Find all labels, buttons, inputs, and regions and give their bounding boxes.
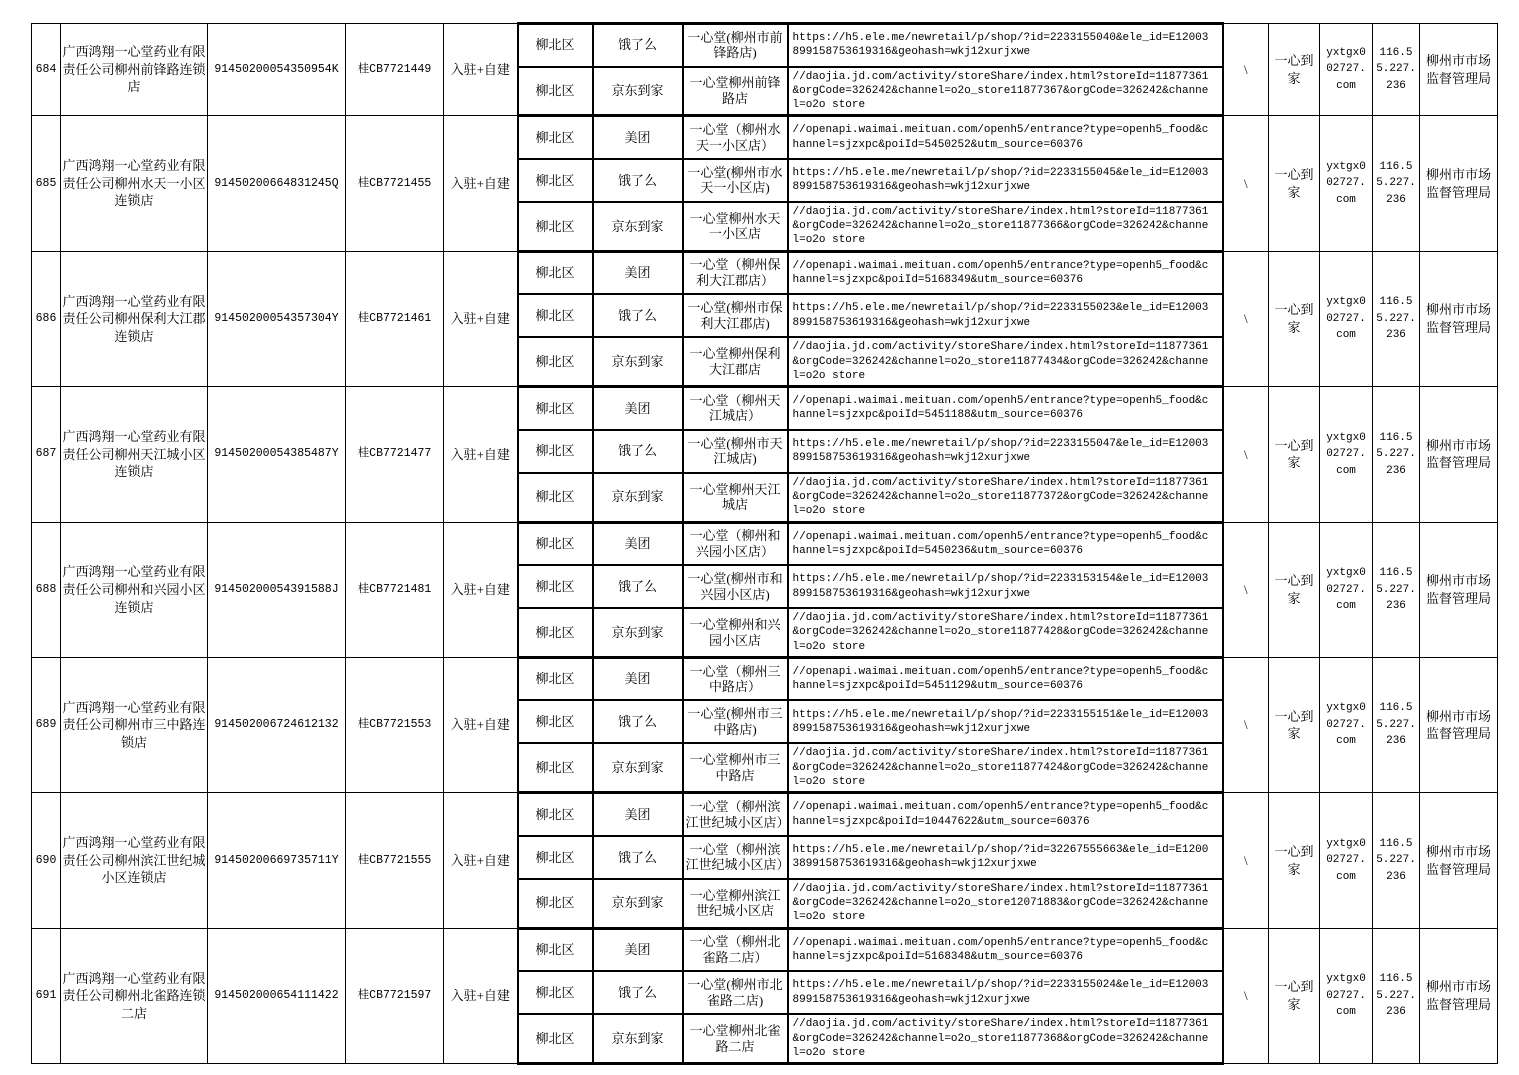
store-name-cell: 一心堂(柳州市和兴园小区店) xyxy=(683,565,788,608)
brand-cell: 一心到家 xyxy=(1269,657,1320,792)
store-url-cell: //openapi.waimai.meituan.com/openh5/entrance?type=openh5_food&channel=sjzxpc&poiId=5168348&utm_source=60376 xyxy=(788,928,1223,971)
regulator-cell: 柳州市市场监督管理局 xyxy=(1420,24,1498,116)
store-url-cell: //daojia.jd.com/activity/storeShare/index.html?storeId=11877361&orgCode=326242&channel=o2o_store11877372&orgCode=326242&channel=o2o store xyxy=(788,473,1223,522)
entry-type-cell: 入驻+自建 xyxy=(444,522,518,657)
license-cell: 桂CB7721553 xyxy=(346,657,444,792)
company-row-group xyxy=(32,251,1498,386)
district-cell: 柳北区 xyxy=(518,879,593,928)
domain-cell: yxtgx002727.com xyxy=(1320,928,1373,1063)
platform-row xyxy=(32,251,1498,294)
regulator-cell: 柳州市市场监督管理局 xyxy=(1420,116,1498,251)
ip-cell: 116.55.227.236 xyxy=(1373,928,1420,1063)
credit-code-cell: 91450200664831245Q xyxy=(208,116,346,251)
store-name-cell: 一心堂(柳州市北雀路二店) xyxy=(683,971,788,1014)
slash-cell: \ xyxy=(1223,793,1269,928)
platform-cell: 京东到家 xyxy=(593,473,683,522)
store-url-cell: //daojia.jd.com/activity/storeShare/index.html?storeId=11877361&orgCode=326242&channel=o2o_store12071883&orgCode=326242&channel=o2o store xyxy=(788,879,1223,928)
store-name-cell: 一心堂柳州天江城店 xyxy=(683,473,788,522)
platform-cell: 京东到家 xyxy=(593,1014,683,1063)
ip-cell: 116.55.227.236 xyxy=(1373,251,1420,386)
platform-cell: 饿了么 xyxy=(593,700,683,743)
store-name-cell: 一心堂柳州和兴园小区店 xyxy=(683,608,788,657)
company-row-group xyxy=(32,387,1498,522)
brand-cell: 一心到家 xyxy=(1269,251,1320,386)
district-cell: 柳北区 xyxy=(518,928,593,971)
district-cell: 柳北区 xyxy=(518,743,593,792)
store-url-cell: //daojia.jd.com/activity/storeShare/index.html?storeId=11877361&orgCode=326242&channel=o2o_store11877368&orgCode=326242&channel=o2o store xyxy=(788,1014,1223,1063)
store-name-cell: 一心堂柳州滨江世纪城小区店 xyxy=(683,879,788,928)
regulator-cell: 柳州市市场监督管理局 xyxy=(1420,251,1498,386)
ip-cell: 116.55.227.236 xyxy=(1373,387,1420,522)
platform-row xyxy=(32,793,1498,836)
platform-cell: 美团 xyxy=(593,657,683,700)
store-table xyxy=(31,22,1498,1065)
store-name-cell: 一心堂（柳州北雀路二店） xyxy=(683,928,788,971)
store-name-cell: 一心堂（柳州三中路店） xyxy=(683,657,788,700)
slash-cell: \ xyxy=(1223,24,1269,116)
license-cell: 桂CB7721455 xyxy=(346,116,444,251)
platform-cell: 饿了么 xyxy=(593,836,683,879)
store-name-cell: 一心堂（柳州滨江世纪城小区店） xyxy=(683,793,788,836)
domain-cell: yxtgx002727.com xyxy=(1320,387,1373,522)
entry-type-cell: 入驻+自建 xyxy=(444,24,518,116)
license-cell: 桂CB7721555 xyxy=(346,793,444,928)
regulator-cell: 柳州市市场监督管理局 xyxy=(1420,928,1498,1063)
district-cell: 柳北区 xyxy=(518,971,593,1014)
district-cell: 柳北区 xyxy=(518,657,593,700)
platform-row xyxy=(32,928,1498,971)
license-cell: 桂CB7721597 xyxy=(346,928,444,1063)
store-name-cell: 一心堂（柳州保利大江郡店） xyxy=(683,251,788,294)
platform-cell: 美团 xyxy=(593,387,683,430)
row-number-cell: 684 xyxy=(32,24,61,116)
platform-cell: 美团 xyxy=(593,522,683,565)
store-url-cell: //openapi.waimai.meituan.com/openh5/entrance?type=openh5_food&channel=sjzxpc&poiId=5451129&utm_source=60376 xyxy=(788,657,1223,700)
regulator-cell: 柳州市市场监督管理局 xyxy=(1420,522,1498,657)
platform-cell: 饿了么 xyxy=(593,430,683,473)
platform-cell: 京东到家 xyxy=(593,608,683,657)
district-cell: 柳北区 xyxy=(518,522,593,565)
platform-row xyxy=(32,116,1498,159)
credit-code-cell: 91450200054385487Y xyxy=(208,387,346,522)
company-name-cell: 广西鸿翔一心堂药业有限责任公司柳州市三中路连锁店 xyxy=(61,657,208,792)
slash-cell: \ xyxy=(1223,387,1269,522)
store-name-cell: 一心堂(柳州市三中路店) xyxy=(683,700,788,743)
district-cell: 柳北区 xyxy=(518,67,593,116)
credit-code-cell: 914502006724612132 xyxy=(208,657,346,792)
district-cell: 柳北区 xyxy=(518,202,593,251)
credit-code-cell: 91450200054357304Y xyxy=(208,251,346,386)
regulator-cell: 柳州市市场监督管理局 xyxy=(1420,657,1498,792)
platform-cell: 美团 xyxy=(593,793,683,836)
platform-cell: 饿了么 xyxy=(593,294,683,337)
brand-cell: 一心到家 xyxy=(1269,387,1320,522)
brand-cell: 一心到家 xyxy=(1269,793,1320,928)
platform-cell: 饿了么 xyxy=(593,159,683,202)
entry-type-cell: 入驻+自建 xyxy=(444,251,518,386)
license-cell: 桂CB7721481 xyxy=(346,522,444,657)
district-cell: 柳北区 xyxy=(518,1014,593,1063)
company-name-cell: 广西鸿翔一心堂药业有限责任公司柳州北雀路连锁二店 xyxy=(61,928,208,1063)
store-name-cell: 一心堂（柳州滨江世纪城小区店） xyxy=(683,836,788,879)
platform-row xyxy=(32,522,1498,565)
district-cell: 柳北区 xyxy=(518,793,593,836)
license-cell: 桂CB7721461 xyxy=(346,251,444,386)
store-url-cell: //openapi.waimai.meituan.com/openh5/entrance?type=openh5_food&channel=sjzxpc&poiId=5168349&utm_source=60376 xyxy=(788,251,1223,294)
domain-cell: yxtgx002727.com xyxy=(1320,24,1373,116)
district-cell: 柳北区 xyxy=(518,337,593,386)
company-name-cell: 广西鸿翔一心堂药业有限责任公司柳州水天一小区连锁店 xyxy=(61,116,208,251)
row-number-cell: 691 xyxy=(32,928,61,1063)
regulator-cell: 柳州市市场监督管理局 xyxy=(1420,793,1498,928)
store-url-cell: //daojia.jd.com/activity/storeShare/index.html?storeId=11877361&orgCode=326242&channel=o2o_store11877428&orgCode=326242&channel=o2o store xyxy=(788,608,1223,657)
platform-cell: 饿了么 xyxy=(593,565,683,608)
row-number-cell: 689 xyxy=(32,657,61,792)
company-row-group xyxy=(32,657,1498,792)
company-name-cell: 广西鸿翔一心堂药业有限责任公司柳州天江城小区连锁店 xyxy=(61,387,208,522)
district-cell: 柳北区 xyxy=(518,473,593,522)
platform-cell: 京东到家 xyxy=(593,202,683,251)
regulator-cell: 柳州市市场监督管理局 xyxy=(1420,387,1498,522)
platform-cell: 饿了么 xyxy=(593,971,683,1014)
store-name-cell: 一心堂（柳州水天一小区店） xyxy=(683,116,788,159)
district-cell: 柳北区 xyxy=(518,116,593,159)
store-url-cell: //openapi.waimai.meituan.com/openh5/entrance?type=openh5_food&channel=sjzxpc&poiId=5451188&utm_source=60376 xyxy=(788,387,1223,430)
entry-type-cell: 入驻+自建 xyxy=(444,116,518,251)
slash-cell: \ xyxy=(1223,522,1269,657)
district-cell: 柳北区 xyxy=(518,251,593,294)
slash-cell: \ xyxy=(1223,928,1269,1063)
platform-cell: 京东到家 xyxy=(593,879,683,928)
platform-cell: 美团 xyxy=(593,116,683,159)
platform-cell: 饿了么 xyxy=(593,24,683,67)
company-row-group xyxy=(32,116,1498,251)
district-cell: 柳北区 xyxy=(518,294,593,337)
store-name-cell: 一心堂柳州市三中路店 xyxy=(683,743,788,792)
store-url-cell: //daojia.jd.com/activity/storeShare/index.html?storeId=11877361&orgCode=326242&channel=o2o_store11877366&orgCode=326242&channel=o2o store xyxy=(788,202,1223,251)
store-url-cell: https://h5.ele.me/newretail/p/shop/?id=2233155024&ele_id=E12003899158753619316&geohash=wkj12xurjxwe xyxy=(788,971,1223,1014)
domain-cell: yxtgx002727.com xyxy=(1320,251,1373,386)
credit-code-cell: 91450200669735711Y xyxy=(208,793,346,928)
store-name-cell: 一心堂(柳州市前锋路店) xyxy=(683,24,788,67)
company-row-group xyxy=(32,793,1498,928)
platform-cell: 美团 xyxy=(593,251,683,294)
entry-type-cell: 入驻+自建 xyxy=(444,657,518,792)
company-row-group xyxy=(32,928,1498,1063)
entry-type-cell: 入驻+自建 xyxy=(444,793,518,928)
domain-cell: yxtgx002727.com xyxy=(1320,793,1373,928)
domain-cell: yxtgx002727.com xyxy=(1320,657,1373,792)
store-name-cell: 一心堂(柳州市水天一小区店) xyxy=(683,159,788,202)
district-cell: 柳北区 xyxy=(518,700,593,743)
store-url-cell: //daojia.jd.com/activity/storeShare/index.html?storeId=11877361&orgCode=326242&channel=o2o_store11877434&orgCode=326242&channel=o2o store xyxy=(788,337,1223,386)
slash-cell: \ xyxy=(1223,251,1269,386)
store-url-cell: //openapi.waimai.meituan.com/openh5/entrance?type=openh5_food&channel=sjzxpc&poiId=5450252&utm_source=60376 xyxy=(788,116,1223,159)
domain-cell: yxtgx002727.com xyxy=(1320,522,1373,657)
entry-type-cell: 入驻+自建 xyxy=(444,387,518,522)
row-number-cell: 685 xyxy=(32,116,61,251)
domain-cell: yxtgx002727.com xyxy=(1320,116,1373,251)
license-cell: 桂CB7721477 xyxy=(346,387,444,522)
brand-cell: 一心到家 xyxy=(1269,116,1320,251)
ip-cell: 116.55.227.236 xyxy=(1373,657,1420,792)
brand-cell: 一心到家 xyxy=(1269,928,1320,1063)
store-url-cell: https://h5.ele.me/newretail/p/shop/?id=2233155047&ele_id=E12003899158753619316&geohash=wkj12xurjxwe xyxy=(788,430,1223,473)
credit-code-cell: 914502000654111422 xyxy=(208,928,346,1063)
brand-cell: 一心到家 xyxy=(1269,522,1320,657)
company-name-cell: 广西鸿翔一心堂药业有限责任公司柳州保利大江郡连锁店 xyxy=(61,251,208,386)
platform-row xyxy=(32,657,1498,700)
ip-cell: 116.55.227.236 xyxy=(1373,24,1420,116)
store-name-cell: 一心堂柳州水天一小区店 xyxy=(683,202,788,251)
ip-cell: 116.55.227.236 xyxy=(1373,793,1420,928)
store-name-cell: 一心堂柳州前锋路店 xyxy=(683,67,788,116)
row-number-cell: 687 xyxy=(32,387,61,522)
store-url-cell: //daojia.jd.com/activity/storeShare/index.html?storeId=11877361&orgCode=326242&channel=o2o_store11877367&orgCode=326242&channel=o2o store xyxy=(788,67,1223,116)
store-url-cell: https://h5.ele.me/newretail/p/shop/?id=2233155023&ele_id=E12003899158753619316&geohash=wkj12xurjxwe xyxy=(788,294,1223,337)
platform-row xyxy=(32,387,1498,430)
platform-cell: 京东到家 xyxy=(593,743,683,792)
company-name-cell: 广西鸿翔一心堂药业有限责任公司柳州和兴园小区连锁店 xyxy=(61,522,208,657)
brand-cell: 一心到家 xyxy=(1269,24,1320,116)
platform-row xyxy=(32,24,1498,67)
store-url-cell: https://h5.ele.me/newretail/p/shop/?id=2233155040&ele_id=E12003899158753619316&geohash=wkj12xurjxwe xyxy=(788,24,1223,67)
store-url-cell: //openapi.waimai.meituan.com/openh5/entrance?type=openh5_food&channel=sjzxpc&poiId=10447622&utm_source=60376 xyxy=(788,793,1223,836)
company-name-cell: 广西鸿翔一心堂药业有限责任公司柳州前锋路连锁店 xyxy=(61,24,208,116)
slash-cell: \ xyxy=(1223,116,1269,251)
district-cell: 柳北区 xyxy=(518,430,593,473)
entry-type-cell: 入驻+自建 xyxy=(444,928,518,1063)
company-row-group xyxy=(32,24,1498,116)
ip-cell: 116.55.227.236 xyxy=(1373,522,1420,657)
store-name-cell: 一心堂(柳州市保利大江郡店) xyxy=(683,294,788,337)
slash-cell: \ xyxy=(1223,657,1269,792)
store-url-cell: https://h5.ele.me/newretail/p/shop/?id=2233153154&ele_id=E12003899158753619316&geohash=wkj12xurjxwe xyxy=(788,565,1223,608)
platform-cell: 美团 xyxy=(593,928,683,971)
store-name-cell: 一心堂柳州保利大江郡店 xyxy=(683,337,788,386)
platform-cell: 京东到家 xyxy=(593,67,683,116)
store-name-cell: 一心堂(柳州市天江城店) xyxy=(683,430,788,473)
store-url-cell: https://h5.ele.me/newretail/p/shop/?id=2233155151&ele_id=E12003899158753619316&geohash=wkj12xurjxwe xyxy=(788,700,1223,743)
store-name-cell: 一心堂（柳州和兴园小区店） xyxy=(683,522,788,565)
company-row-group xyxy=(32,522,1498,657)
store-url-cell: //daojia.jd.com/activity/storeShare/index.html?storeId=11877361&orgCode=326242&channel=o2o_store11877424&orgCode=326242&channel=o2o store xyxy=(788,743,1223,792)
district-cell: 柳北区 xyxy=(518,24,593,67)
district-cell: 柳北区 xyxy=(518,159,593,202)
store-name-cell: 一心堂（柳州天江城店） xyxy=(683,387,788,430)
company-name-cell: 广西鸿翔一心堂药业有限责任公司柳州滨江世纪城小区连锁店 xyxy=(61,793,208,928)
district-cell: 柳北区 xyxy=(518,387,593,430)
credit-code-cell: 91450200054350954K xyxy=(208,24,346,116)
license-cell: 桂CB7721449 xyxy=(346,24,444,116)
district-cell: 柳北区 xyxy=(518,836,593,879)
store-url-cell: https://h5.ele.me/newretail/p/shop/?id=2233155045&ele_id=E12003899158753619316&geohash=wkj12xurjxwe xyxy=(788,159,1223,202)
store-name-cell: 一心堂柳州北雀路二店 xyxy=(683,1014,788,1063)
district-cell: 柳北区 xyxy=(518,565,593,608)
credit-code-cell: 91450200054391588J xyxy=(208,522,346,657)
row-number-cell: 690 xyxy=(32,793,61,928)
ip-cell: 116.55.227.236 xyxy=(1373,116,1420,251)
store-url-cell: https://h5.ele.me/newretail/p/shop/?id=32267555663&ele_id=E12003899158753619316&geohash=wkj12xurjxwe xyxy=(788,836,1223,879)
platform-cell: 京东到家 xyxy=(593,337,683,386)
store-url-cell: //openapi.waimai.meituan.com/openh5/entrance?type=openh5_food&channel=sjzxpc&poiId=5450236&utm_source=60376 xyxy=(788,522,1223,565)
row-number-cell: 688 xyxy=(32,522,61,657)
district-cell: 柳北区 xyxy=(518,608,593,657)
row-number-cell: 686 xyxy=(32,251,61,386)
